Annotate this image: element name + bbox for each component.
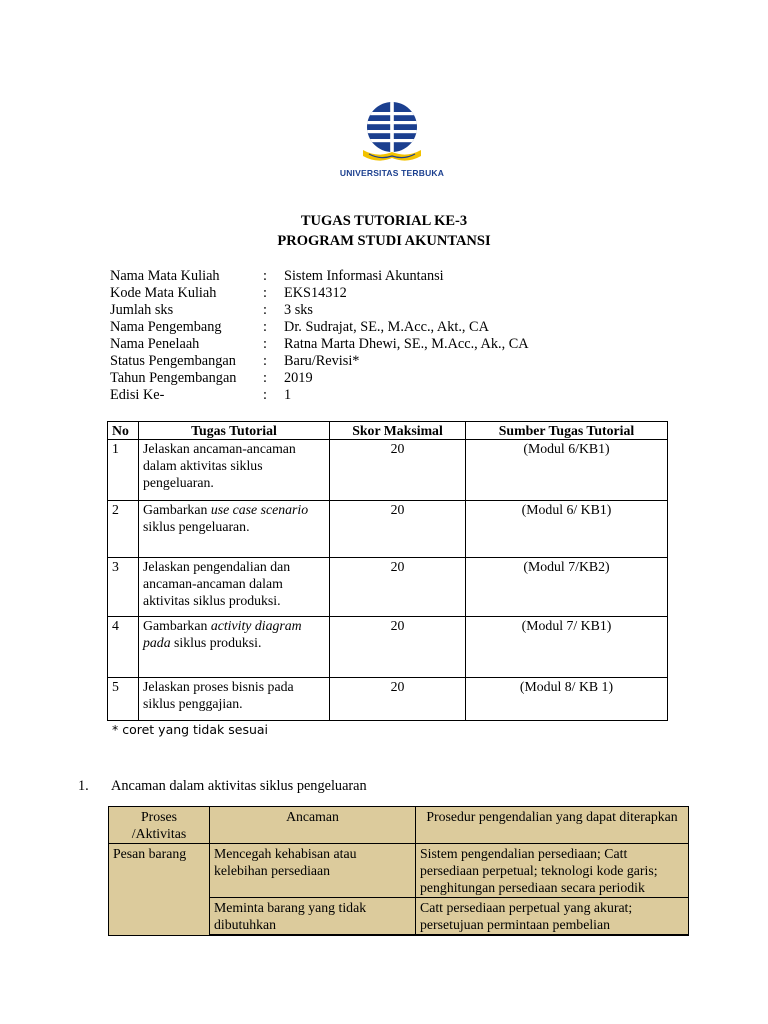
task-text-end: siklus produksi. [170,635,262,650]
task-cell [139,558,330,617]
ut-emblem-icon [357,100,427,166]
info-key: Status Pengembangan [110,353,236,369]
task-text: Jelaskan proses bisnis pada siklus penggajian. [143,679,294,711]
info-row [110,370,670,387]
row-number: 5 [108,678,139,721]
table-row [108,617,668,678]
score-cell: 20 [330,558,466,617]
source-cell: (Modul 7/KB2) [466,558,668,617]
info-sep: : [263,319,267,335]
threat-cell: Mencegah kehabisan atau kelebihan persediaan [210,844,416,898]
score-cell: 20 [330,678,466,721]
course-info [110,268,670,404]
column-header: No [108,422,139,440]
info-sep: : [263,285,267,301]
footnote: * coret yang tidak sesuai [112,722,269,737]
task-text-end: siklus pengeluaran. [143,519,250,534]
info-row [110,336,670,353]
column-header: Skor Maksimal [330,422,466,440]
source-cell: (Modul 6/KB1) [466,440,668,501]
info-sep: : [263,302,267,318]
info-value: Ratna Marta Dhewi, SE., M.Acc., Ak., CA [284,336,529,352]
source-cell: (Modul 6/ KB1) [466,501,668,558]
info-sep: : [263,353,267,369]
task-cell [139,440,330,501]
procedure-cell: Catt persediaan perpetual yang akurat; persetujuan permintaan pembelian [416,898,689,936]
info-key: Kode Mata Kuliah [110,285,217,301]
task-cell [139,501,330,558]
info-key: Edisi Ke- [110,387,165,403]
process-cell: Pesan barang [109,844,210,936]
task-cell [139,617,330,678]
threat-cell: Meminta barang yang tidak dibutuhkan [210,898,416,936]
info-value: 3 sks [284,302,313,318]
info-key: Nama Pengembang [110,319,222,335]
column-header: Ancaman [210,807,416,844]
row-number: 4 [108,617,139,678]
info-key: Jumlah sks [110,302,174,318]
column-header: Tugas Tutorial [139,422,330,440]
table-row [108,440,668,501]
info-row [110,268,670,285]
info-sep: : [263,336,267,352]
table-row [108,501,668,558]
task-emphasis: use case scenario [210,502,309,517]
task-text: Gambarkan [143,618,211,633]
info-value: 1 [284,387,292,403]
task-text: Jelaskan ancaman-ancaman dalam aktivitas siklus pengeluaran. [143,441,296,490]
info-sep: : [263,370,267,386]
table-header-row [108,422,668,440]
column-header: Proses /Aktivitas [109,807,210,844]
info-value: EKS14312 [284,285,347,301]
score-cell: 20 [330,501,466,558]
row-number: 1 [108,440,139,501]
page-subtitle: PROGRAM STUDI AKUNTANSI [277,233,491,249]
section-title: Ancaman dalam aktivitas siklus pengeluaran [111,778,367,794]
column-header: Prosedur pengendalian yang dapat diterapkan [416,807,689,844]
section-number: 1. [78,778,89,794]
assignment-table [107,421,668,721]
info-row [110,353,670,370]
info-key: Tahun Pengembangan [110,370,237,386]
page-title: TUGAS TUTORIAL KE-3 [300,213,468,229]
table-row [108,558,668,617]
table-row [109,844,689,898]
info-key: Nama Mata Kuliah [110,268,220,284]
info-value: Baru/Revisi* [284,353,360,369]
row-number: 2 [108,501,139,558]
info-row [110,319,670,336]
score-cell: 20 [330,440,466,501]
info-sep: : [263,387,267,403]
info-value: Sistem Informasi Akuntansi [284,268,444,284]
university-name: UNIVERSITAS TERBUKA [339,168,445,178]
source-cell: (Modul 7/ KB1) [466,617,668,678]
table-row [108,678,668,721]
section-heading [78,778,367,795]
column-header: Sumber Tugas Tutorial [466,422,668,440]
info-key: Nama Penelaah [110,336,200,352]
info-value: Dr. Sudrajat, SE., M.Acc., Akt., CA [284,319,489,335]
table-header-row [109,807,689,844]
task-text: Jelaskan pengendalian dan ancaman-ancaman dalam aktivitas siklus produksi. [143,559,291,608]
threat-control-table [108,806,689,936]
task-emphasis: activity diagram pada [143,618,302,650]
score-cell: 20 [330,617,466,678]
row-number: 3 [108,558,139,617]
info-row [110,302,670,319]
task-text: Gambarkan [143,502,211,517]
info-value: 2019 [284,370,313,386]
procedure-cell: Sistem pengendalian persediaan; Catt persediaan perpetual; teknologi kode garis; penghitungan persediaan secara periodik [416,844,689,898]
university-logo [334,100,450,186]
info-sep: : [263,268,267,284]
task-cell [139,678,330,721]
source-cell: (Modul 8/ KB 1) [466,678,668,721]
info-row [110,387,670,404]
info-row [110,285,670,302]
